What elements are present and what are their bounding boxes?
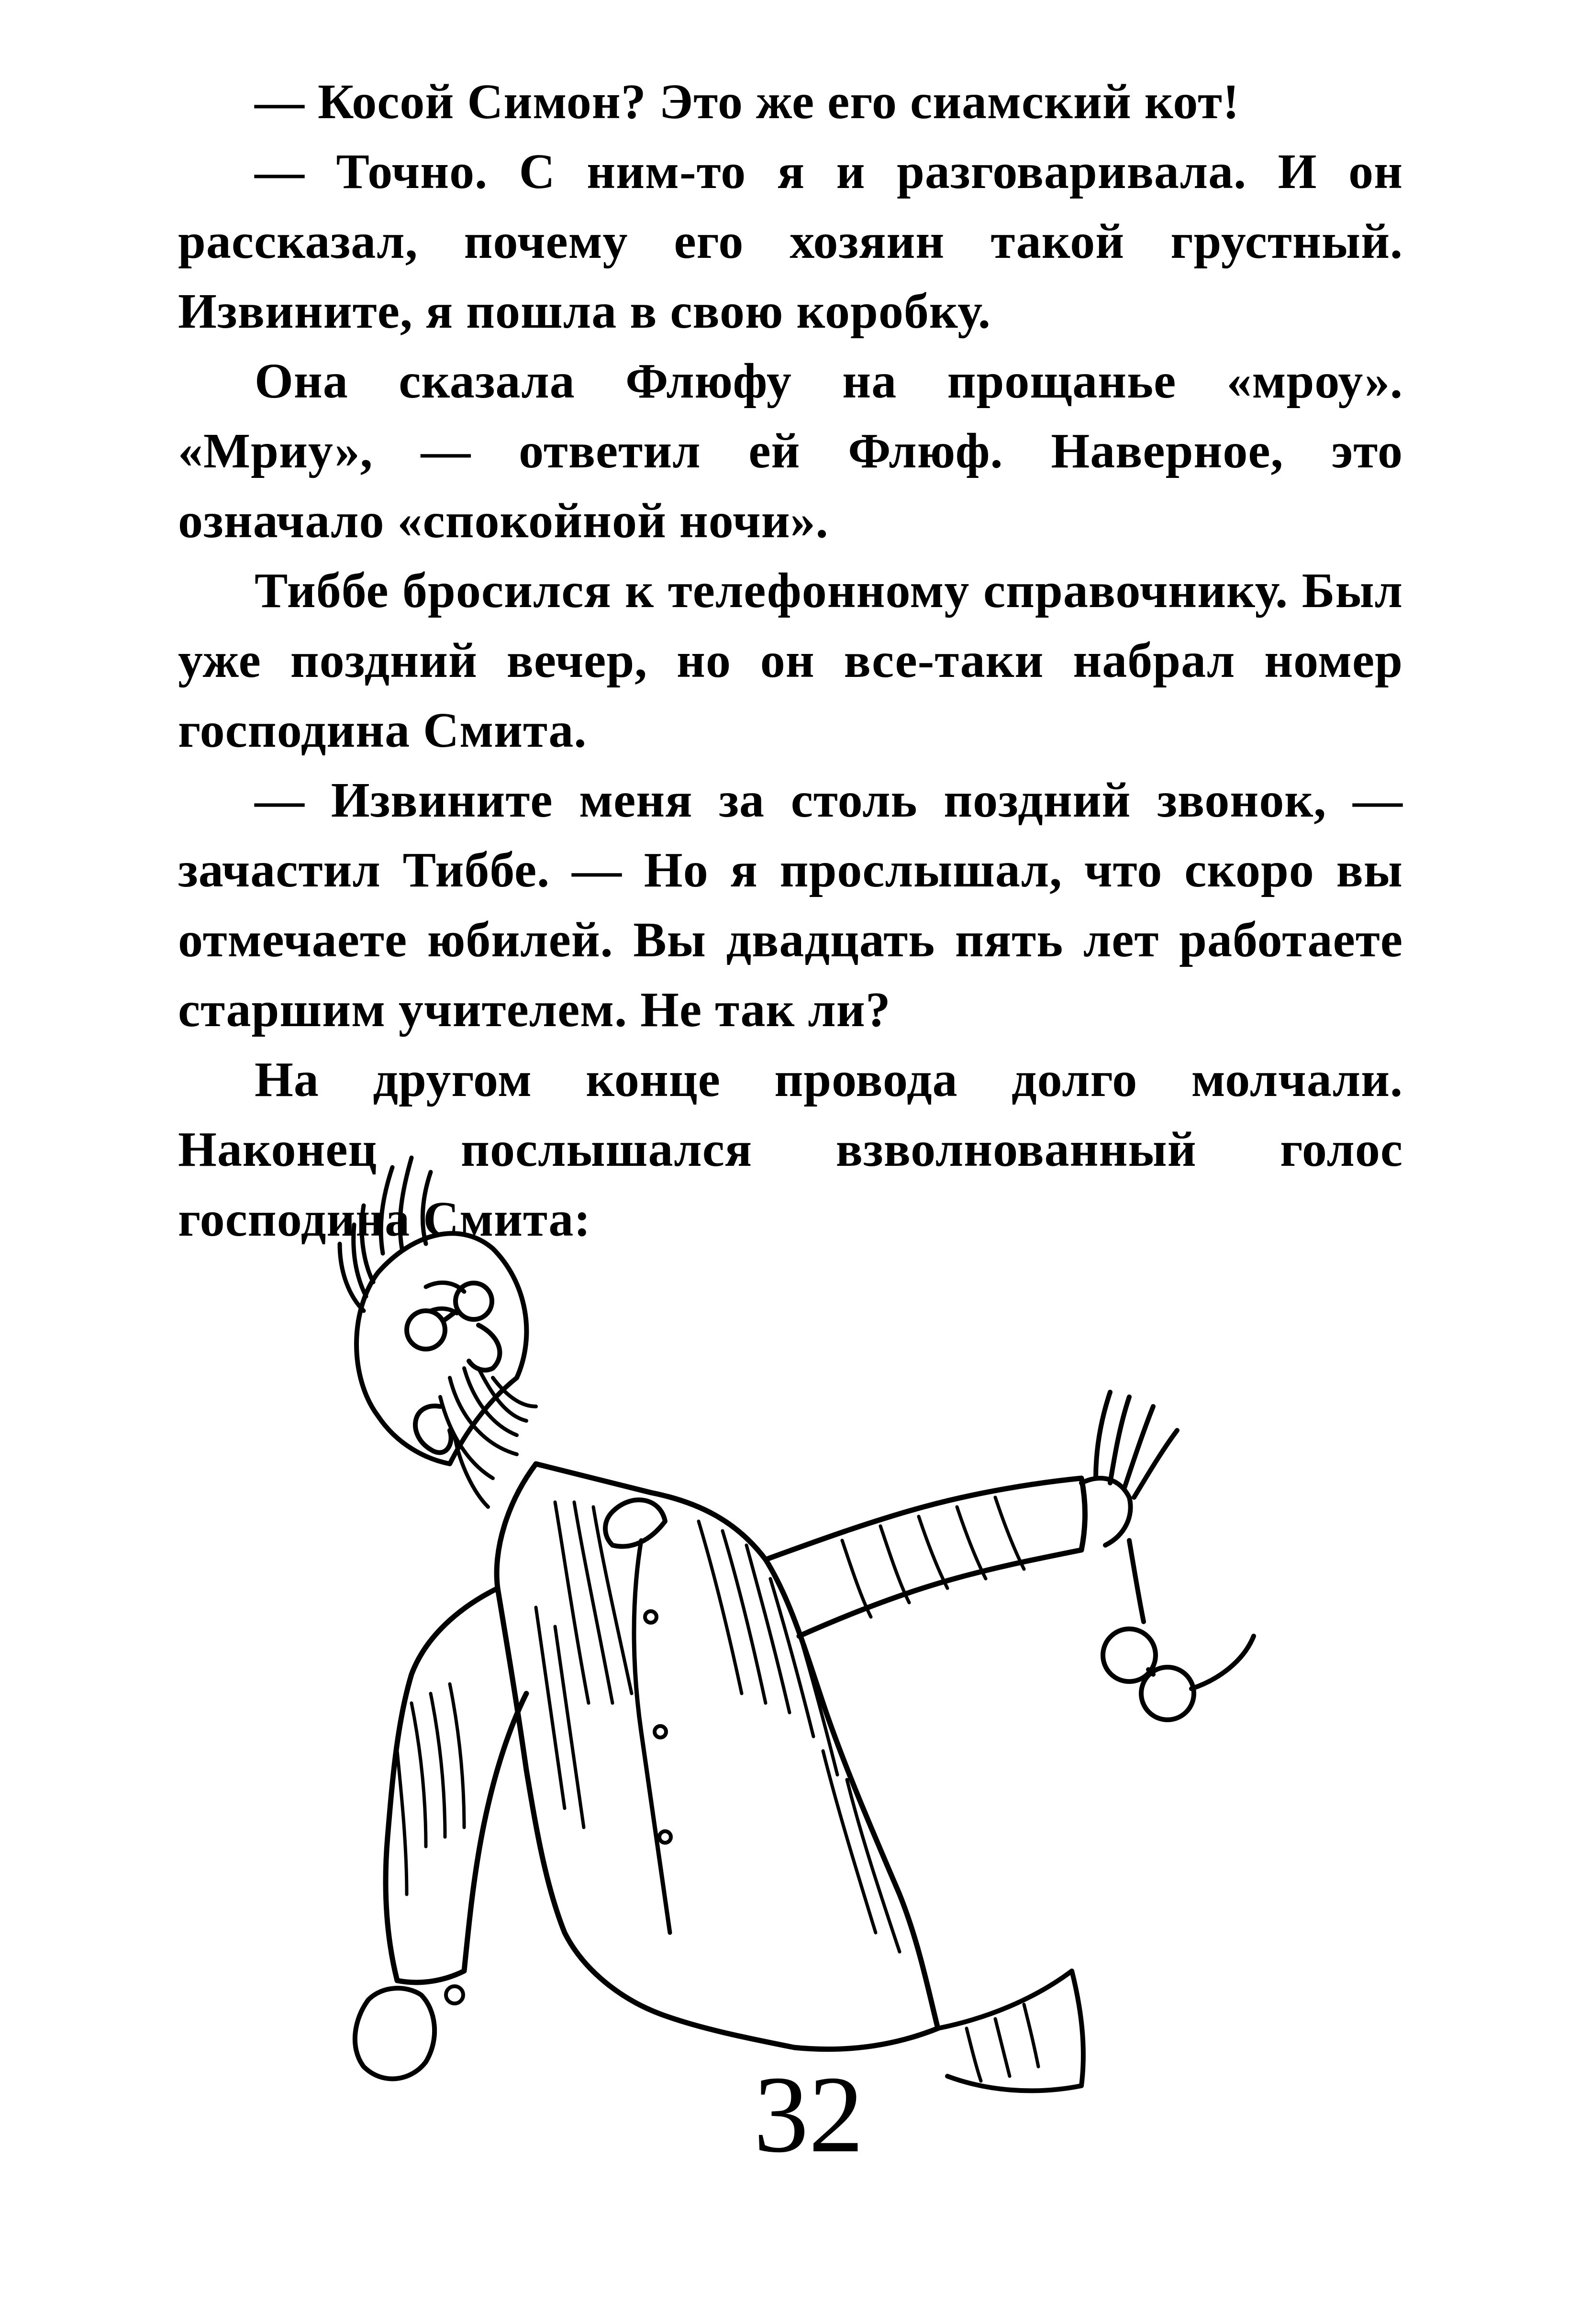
page-number: 32 — [754, 2053, 864, 2175]
jacket-stripes — [536, 1502, 900, 1952]
paragraph-3: Она сказала Флюфу на прощанье «мроу». «Мриу», — ответил ей Флюф. Наверное, это означало «спокойной ночи». — [178, 354, 1403, 548]
paragraph-4: Тиббе бросился к телефонному справочнику. Был уже поздний вечер, но он все-таки набрал номер господина Смита. — [178, 563, 1403, 758]
paragraph-5: — Извините меня за столь поздний звонок, — зачастил Тиббе. — Но я прослышал, что скоро вы отмечаете юбилей. Вы двадцать пять лет работаете старшим учителем. Не так ли? — [178, 773, 1403, 1037]
nose — [469, 1325, 500, 1370]
cufflink — [446, 1986, 463, 2003]
right-arm — [766, 1478, 1085, 1636]
paragraph-6: На другом конце провода долго молчали. Наконец послышался взволнованный голос господина Смита: — [178, 1052, 1403, 1247]
body-text — [178, 67, 1403, 1254]
paragraph-2: — Точно. С ним-то я и разговаривала. И он рассказал, почему его хозяин такой грустный. Извините, я пошла в свою коробку. — [178, 144, 1403, 339]
glasses-on-face — [407, 1283, 492, 1349]
dangling-spectacles — [1103, 1540, 1254, 1720]
paragraph-1: — Косой Симон? Это же его сиамский кот! — [255, 74, 1240, 129]
right-hand — [1081, 1392, 1177, 1545]
bow-tie — [605, 1500, 665, 1546]
jacket-flap — [938, 1971, 1083, 2091]
left-hand — [355, 1988, 434, 2079]
shirt-buttons — [645, 1611, 671, 1843]
hair-strokes — [340, 1158, 431, 1311]
